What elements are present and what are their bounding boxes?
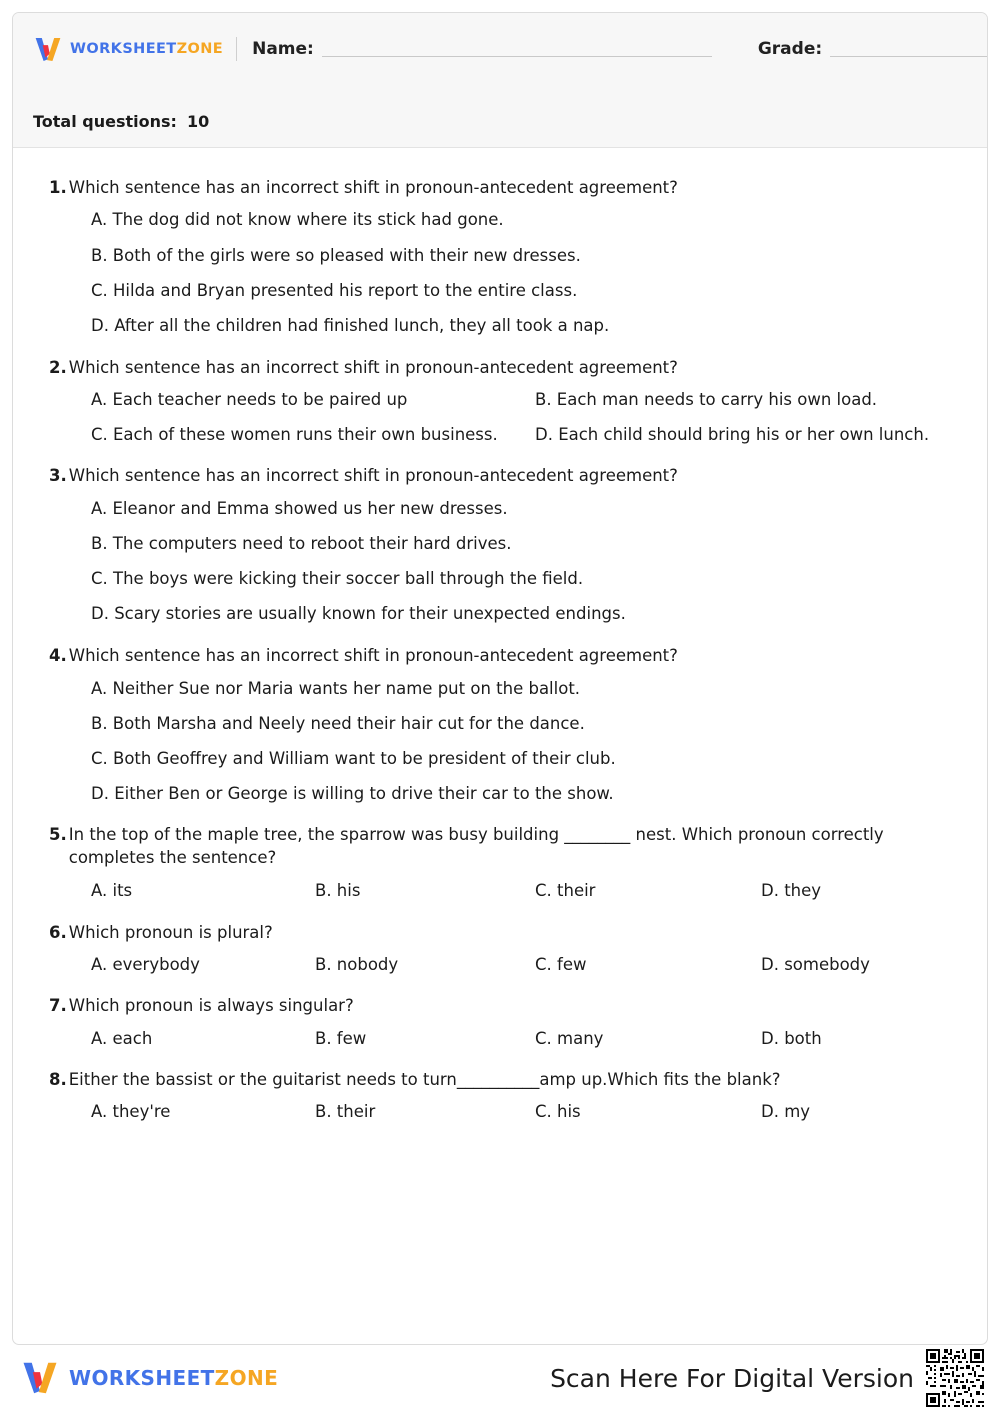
question-4-answers <box>33 677 967 805</box>
footer-logo-text-primary: WORKSHEET <box>69 1366 215 1390</box>
answer-option[interactable]: C. Both Geoffrey and William want to be president of their club. <box>91 748 616 768</box>
total-questions <box>33 112 209 131</box>
question-6-head <box>33 921 967 944</box>
question-1-text: Which sentence has an incorrect shift in pronoun-antecedent agreement? <box>68 178 678 197</box>
header-logo-text <box>70 41 223 57</box>
question-3-text: Which sentence has an incorrect shift in pronoun-antecedent agreement? <box>68 466 678 486</box>
answer-option[interactable]: D. Scary stories are usually known for their unexpected endings. <box>91 604 626 624</box>
question-2-text: Which sentence has an incorrect shift in pronoun-antecedent agreement? <box>68 357 678 377</box>
answer-option[interactable]: B. Both Marsha and Neely need their hair cut for the dance. <box>91 713 585 733</box>
answer-option[interactable]: A. they're <box>91 1102 171 1122</box>
footer-logo-text-secondary: ZONE <box>214 1366 279 1390</box>
total-questions-label: Total questions: <box>33 112 177 131</box>
question-1 <box>33 176 967 337</box>
footer-logo-text <box>69 1366 278 1390</box>
answer-option[interactable]: B. their <box>315 1102 376 1122</box>
answer-option[interactable]: D. somebody <box>761 955 870 975</box>
answer-option[interactable]: D. After all the children had finished lunch, they all took a nap. <box>91 315 610 335</box>
answer-option[interactable]: C. his <box>535 1102 581 1122</box>
answer-option[interactable]: A. everybody <box>91 955 200 975</box>
name-label: Name: <box>252 39 314 59</box>
question-8-number: 8. <box>49 1069 67 1089</box>
footer-logo <box>20 1360 278 1396</box>
footer-scan-group <box>550 1345 988 1411</box>
questions-container <box>13 148 987 1133</box>
question-2 <box>33 356 967 447</box>
answer-option[interactable]: C. few <box>535 955 587 975</box>
answer-option[interactable]: C. their <box>535 880 596 900</box>
answer-option[interactable]: A. Eleanor and Emma showed us her new dresses. <box>91 498 508 518</box>
answer-option[interactable]: B. Both of the girls were so pleased with their new dresses. <box>91 245 581 265</box>
header-logo <box>33 36 223 63</box>
question-5-number: 5. <box>49 825 67 844</box>
answer-option[interactable]: C. Hilda and Bryan presented his report to the entire class. <box>91 280 578 300</box>
answer-option[interactable]: B. his <box>315 880 361 900</box>
question-2-answers <box>33 388 967 446</box>
question-8-head <box>33 1068 967 1091</box>
question-7-answers <box>33 1027 967 1050</box>
question-2-head <box>33 356 967 379</box>
question-1-number: 1. <box>49 178 67 197</box>
question-8 <box>33 1068 967 1124</box>
question-7-text: Which pronoun is always singular? <box>68 996 354 1016</box>
answer-option[interactable]: D. Either Ben or George is willing to drive their car to the show. <box>91 783 614 803</box>
answer-option[interactable]: A. its <box>91 880 133 900</box>
answer-option[interactable]: B. Each man needs to carry his own load. <box>535 390 878 410</box>
header-divider <box>236 37 237 61</box>
answer-option[interactable]: A. The dog did not know where its stick had gone. <box>91 210 504 230</box>
worksheet-zone-logo-icon <box>20 1360 60 1396</box>
scan-label: Scan Here For Digital Version <box>550 1363 914 1393</box>
answer-option[interactable]: C. The boys were kicking their soccer ball through the field. <box>91 569 584 589</box>
answer-option[interactable]: C. many <box>535 1028 604 1048</box>
question-6 <box>33 921 967 977</box>
total-questions-count: 10 <box>186 112 210 131</box>
worksheet-card <box>12 12 988 1345</box>
question-4-number: 4. <box>49 646 67 666</box>
answer-option[interactable]: C. Each of these women runs their own business. <box>91 425 498 445</box>
answer-option[interactable]: B. few <box>315 1028 367 1048</box>
question-8-answers <box>33 1100 967 1123</box>
name-input[interactable] <box>322 39 712 57</box>
logo-text-secondary: ZONE <box>176 41 224 57</box>
question-5-head <box>33 823 967 870</box>
question-6-number: 6. <box>49 922 67 942</box>
answer-option[interactable]: B. nobody <box>315 955 399 975</box>
question-3-head <box>33 464 967 487</box>
answer-option[interactable]: A. each <box>91 1028 153 1048</box>
worksheet-header <box>13 13 987 148</box>
question-4 <box>33 644 967 805</box>
question-8-text: Either the bassist or the guitarist needs to turn__________amp up.Which fits the blank? <box>68 1069 781 1089</box>
question-3-answers <box>33 497 967 625</box>
question-1-answers <box>33 208 967 336</box>
question-1-head <box>33 176 967 199</box>
header-top-row <box>13 13 987 67</box>
question-7 <box>33 994 967 1050</box>
question-3-number: 3. <box>49 466 67 486</box>
answer-option[interactable]: D. Each child should bring his or her own lunch. <box>535 425 930 445</box>
question-5 <box>33 823 967 902</box>
answer-option[interactable]: D. both <box>761 1028 822 1048</box>
question-5-answers <box>33 879 967 902</box>
qr-code-icon[interactable] <box>922 1345 988 1411</box>
worksheet-zone-logo-icon <box>33 36 63 63</box>
answer-option[interactable]: D. they <box>761 880 822 900</box>
question-2-number: 2. <box>49 357 67 377</box>
question-6-text: Which pronoun is plural? <box>68 922 273 942</box>
question-6-answers <box>33 953 967 976</box>
worksheet-footer <box>12 1350 988 1406</box>
answer-option[interactable]: A. Each teacher needs to be paired up <box>91 390 408 410</box>
grade-label: Grade: <box>757 39 823 59</box>
question-7-head <box>33 994 967 1017</box>
answer-option[interactable]: B. The computers need to reboot their hard drives. <box>91 533 512 553</box>
question-3 <box>33 464 967 625</box>
logo-text-primary: WORKSHEET <box>70 41 177 57</box>
question-4-head <box>33 644 967 667</box>
question-7-number: 7. <box>49 996 67 1016</box>
grade-input[interactable] <box>830 39 988 57</box>
question-4-text: Which sentence has an incorrect shift in pronoun-antecedent agreement? <box>68 646 678 666</box>
answer-option[interactable]: A. Neither Sue nor Maria wants her name put on the ballot. <box>91 678 581 698</box>
answer-option[interactable]: D. my <box>761 1102 811 1122</box>
question-5-text: In the top of the maple tree, the sparrow was busy building ________ nest. Which pronoun correctly completes the sentence? <box>68 825 884 868</box>
